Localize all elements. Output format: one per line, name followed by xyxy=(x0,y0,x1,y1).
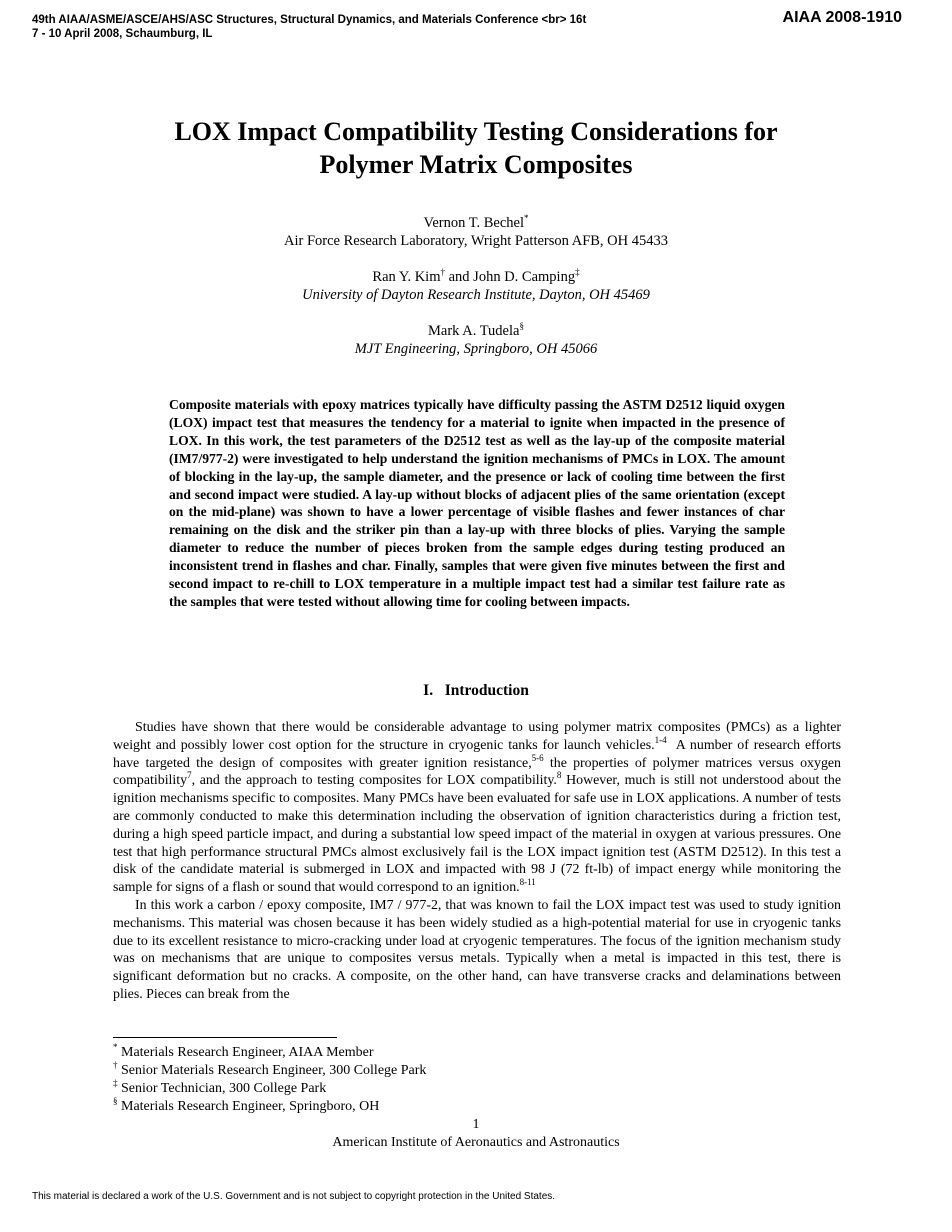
footnote xyxy=(113,1080,613,1098)
text-run: A number of research efforts have targeted the design of composites with greater ignition resistance, xyxy=(113,737,845,771)
author-name: Vernon T. Bechel xyxy=(423,215,525,231)
author-mark-2: ‡ xyxy=(575,267,580,277)
footnote-mark: ‡ xyxy=(113,1078,118,1088)
author-name: Ran Y. Kim xyxy=(372,269,441,285)
affiliation-3: MJT Engineering, Springboro, OH 45066 xyxy=(354,341,598,357)
citation: 1-4 xyxy=(654,734,667,745)
text-run: the properties of polymer matrices versus oxygen compatibility xyxy=(113,755,841,789)
affiliation-1: Air Force Research Laboratory, Wright Patterson AFB, OH 45433 xyxy=(284,233,668,249)
author-mark: † xyxy=(440,267,445,277)
footnote-text: Materials Research Engineer, Springboro, OH xyxy=(121,1099,380,1114)
footnote-text: Senior Materials Research Engineer, 300 College Park xyxy=(121,1063,427,1078)
footnote xyxy=(113,1044,613,1062)
author-mark: * xyxy=(524,213,529,223)
author-joiner: and xyxy=(444,269,474,285)
paragraph-2: In this work a carbon / epoxy composite, IM7 / 977-2, that was known to fail the LOX impact test was used to study ignition mechanisms. This material was chosen because it has been widely studied as a high-potential material for use in cryogenic tanks due to its excellent resistance to micro-cracking under load at cryogenic temperatures. The focus of the ignition mechanism study was on mechanisms that are unique to composites versus metals. Typically when a metal is impacted in this test, there is significant deformation but no cracks. A composite, on the other hand, can have transverse cracks and delaminations between plies. Pieces can break from the xyxy=(113,897,841,1002)
copyright-notice: This material is declared a work of the U.S. Government and is not subject to copyright protection in the United States. xyxy=(32,1191,556,1202)
citation: 5-6 xyxy=(531,752,544,763)
page-number: 1 xyxy=(472,1117,480,1132)
footnote xyxy=(113,1062,613,1080)
section-heading xyxy=(100,682,852,700)
conference-name: 49th AIAA/ASME/ASCE/AHS/ASC Structures, Structural Dynamics, and Materials Conference <br> 16t xyxy=(32,14,587,26)
text-run: , and the approach to testing composites for LOX compatibility. xyxy=(191,773,557,789)
affiliation-2: University of Dayton Research Institute, Dayton, OH 45469 xyxy=(302,287,650,303)
footnote-text: Senior Technician, 300 College Park xyxy=(121,1081,327,1096)
footnote xyxy=(113,1098,613,1116)
text-run: Studies have shown that there would be considerable advantage to using polymer matrix composites (PMCs) as a lighter weight and possibly lower cost option for the structure in cryogenic tanks for launch vehicles. xyxy=(113,720,841,753)
paper-id: AIAA 2008-1910 xyxy=(782,9,902,26)
author-1 xyxy=(100,214,852,232)
text-run: However, much is still not understood about the ignition mechanisms specific to composites. Many PMCs have been evaluated for safe use in LOX applications. A number of tests are commonly conducted to make this determination including the observation of ignition characteristics during a friction test, during a high speed particle impact, and during a substantial low speed impact of the material in oxygen at various pressures. One test that high performance structural PMCs almost exclusively fail is the LOX impact ignition test (ASTM D2512). In this test a disk of the candidate material is submerged in LOX and impacted with 98 J (72 ft-lb) of impact energy while monitoring the sample for signs of a flash or sound that would correspond to an ignition. xyxy=(113,773,842,896)
section-title: Introduction xyxy=(444,682,529,699)
footnotes xyxy=(113,1044,613,1116)
conference-header xyxy=(32,13,672,41)
abstract: Composite materials with epoxy matrices typically have difficulty passing the ASTM D2512 liquid oxygen (LOX) impact test that measures the tendency for a material to ignite when impacted in the presence of LOX. In this work, the test parameters of the D2512 test as well as the lay-up of the composite material (IM7/977-2) were investigated to help understand the ignition mechanisms of PMCs in LOX. The amount of blocking in the lay-up, the sample diameter, and the presence or lack of cooling time between the first and second impact were studied. A lay-up without blocks of adjacent plies of the same orientation (except on the mid-plane) was shown to have a lower percentage of visible flashes and fewer instances of char remaining on the disk and the striker pin than a lay-up with three blocks of plies. Varying the sample diameter to reduce the number of pieces broken from the sample edges during testing produced an inconsistent trend in flashes and char. Finally, samples that were given five minutes between the first and second impact to re-chill to LOX temperature in a multiple impact test had a similar test failure rate as the samples that were tested without allowing time for cooling between impacts. xyxy=(169,397,785,609)
author-mark: § xyxy=(519,321,524,331)
author-2 xyxy=(100,268,852,286)
conference-dates-location: 7 - 10 April 2008, Schaumburg, IL xyxy=(32,28,213,40)
footnote-divider xyxy=(113,1037,337,1038)
footnote-mark: † xyxy=(113,1060,118,1070)
footnote-mark: § xyxy=(113,1096,118,1106)
citation: 7 xyxy=(187,770,192,781)
title-line-2: Polymer Matrix Composites xyxy=(319,150,633,179)
author-3 xyxy=(100,322,852,340)
paper-title xyxy=(100,115,852,181)
citation: 8 xyxy=(556,770,562,781)
author-name-2: John D. Camping xyxy=(473,269,576,285)
citation: 8-11 xyxy=(519,877,536,888)
author-name: Mark A. Tudela xyxy=(428,323,520,339)
footnote-mark: * xyxy=(113,1042,118,1052)
paragraph-1 xyxy=(113,719,845,897)
footnote-text: Materials Research Engineer, AIAA Member xyxy=(121,1045,374,1060)
title-line-1: LOX Impact Compatibility Testing Considerations for xyxy=(174,117,778,146)
publisher-name: American Institute of Aeronautics and Astronautics xyxy=(332,1135,620,1150)
section-number: I. xyxy=(423,682,434,699)
body-text xyxy=(113,719,845,1004)
